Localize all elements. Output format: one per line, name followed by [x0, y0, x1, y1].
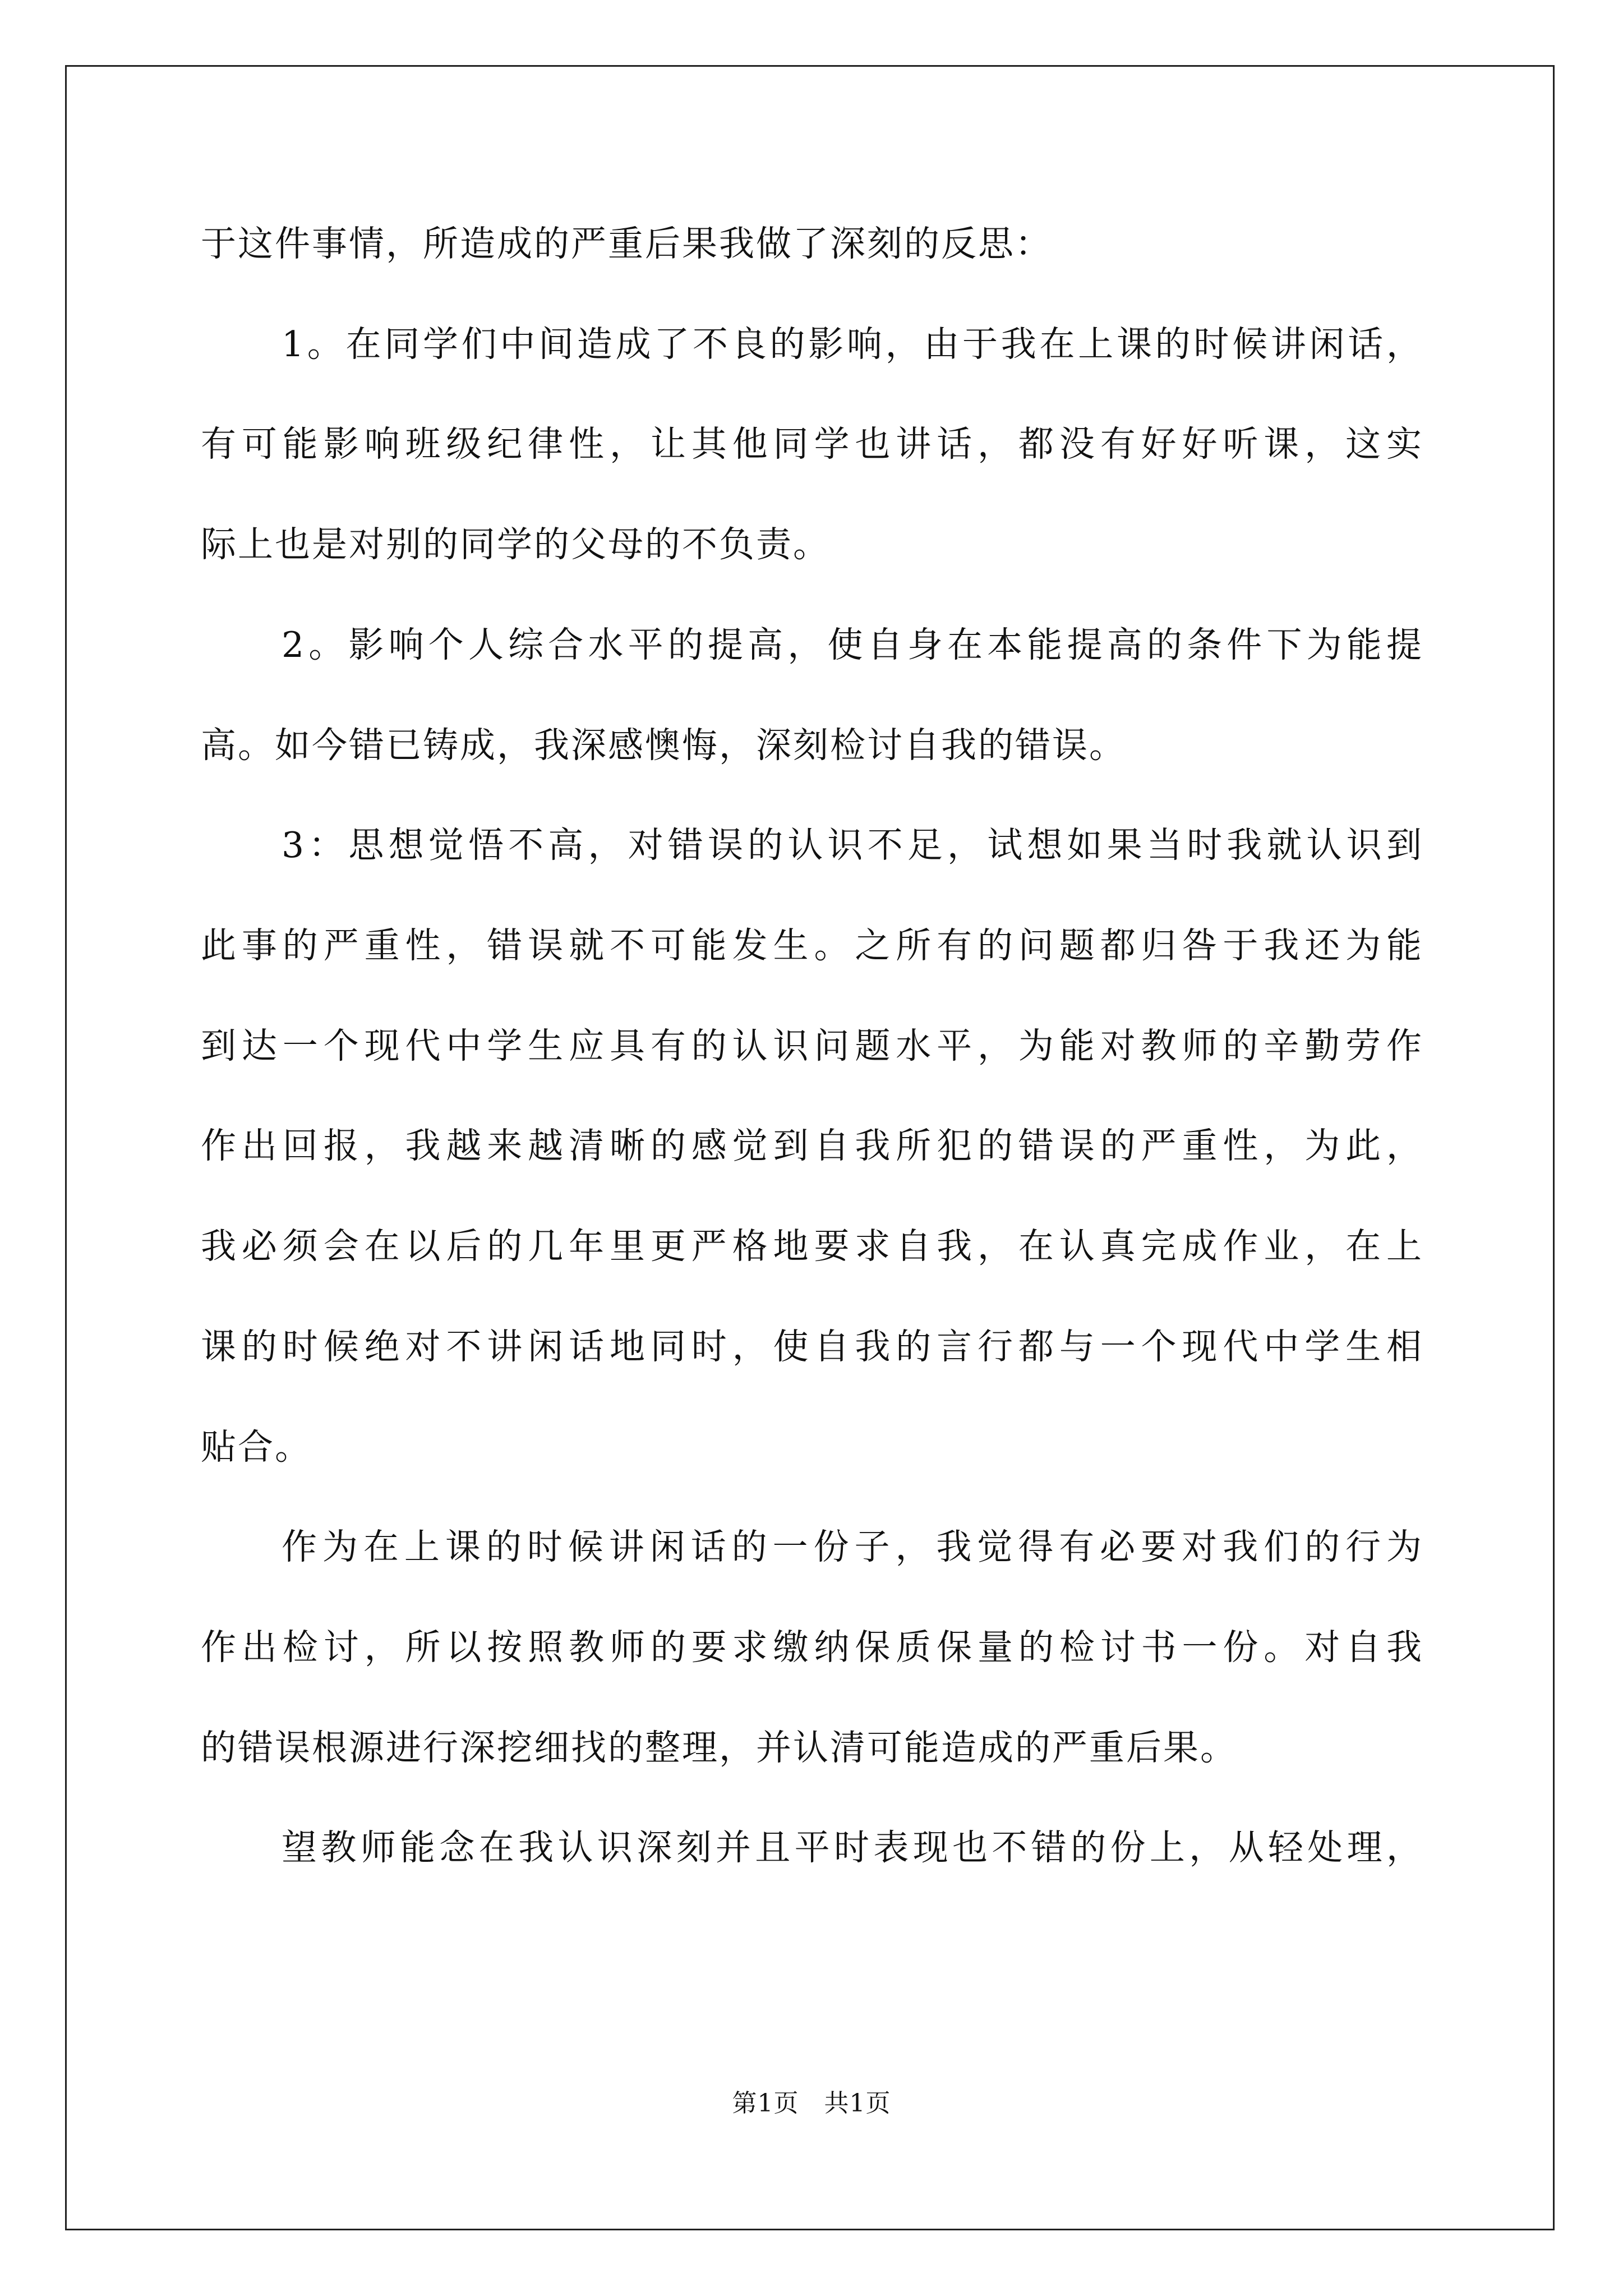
- text-line: 高。如今错已铸成，我深感懊悔，深刻检讨自我的错误。: [201, 725, 1126, 766]
- text-line: 作出回报，我越来越清晰的感觉到自我所犯的错误的严重性，为此，: [201, 1125, 1423, 1166]
- text-line: 到达一个现代中学生应具有的认识问题水平，为能对教师的辛勤劳作: [201, 1025, 1423, 1066]
- text-line: 1。在同学们中间造成了不良的影响，由于我在上课的时候讲闲话，: [282, 324, 1423, 365]
- text-line: 有可能影响班级纪律性，让其他同学也讲话，都没有好好听课，这实: [201, 424, 1423, 464]
- page-total: 共1页: [824, 2089, 891, 2118]
- text-line: 作为在上课的时候讲闲话的一份子，我觉得有必要对我们的行为: [282, 1526, 1423, 1567]
- text-line: 作出检讨，所以按照教师的要求缴纳保质保量的检讨书一份。对自我: [201, 1627, 1423, 1668]
- text-line: 望教师能念在我认识深刻并且平时表现也不错的份上，从轻处理，: [282, 1827, 1423, 1868]
- text-line: 3：思想觉悟不高，对错误的认识不足，试想如果当时我就认识到: [282, 825, 1423, 866]
- text-line: 课的时候绝对不讲闲话地同时，使自我的言行都与一个现代中学生相: [201, 1326, 1423, 1367]
- text-line: 的错误根源进行深挖细找的整理，并认清可能造成的严重后果。: [201, 1727, 1237, 1768]
- text-line: 此事的严重性，错误就不可能发生。之所有的问题都归咎于我还为能: [201, 925, 1423, 966]
- page-footer: [0, 2087, 1623, 2120]
- text-line: 于这件事情，所造成的严重后果我做了深刻的反思：: [201, 223, 1052, 264]
- text-line: 贴合。: [201, 1427, 312, 1467]
- text-line: 际上也是对别的同学的父母的不负责。: [201, 524, 830, 565]
- page-number: 第1页: [732, 2089, 799, 2118]
- text-line: 我必须会在以后的几年里更严格地要求自我，在认真完成作业，在上: [201, 1226, 1423, 1267]
- text-line: 2。影响个人综合水平的提高，使自身在本能提高的条件下为能提: [282, 624, 1423, 665]
